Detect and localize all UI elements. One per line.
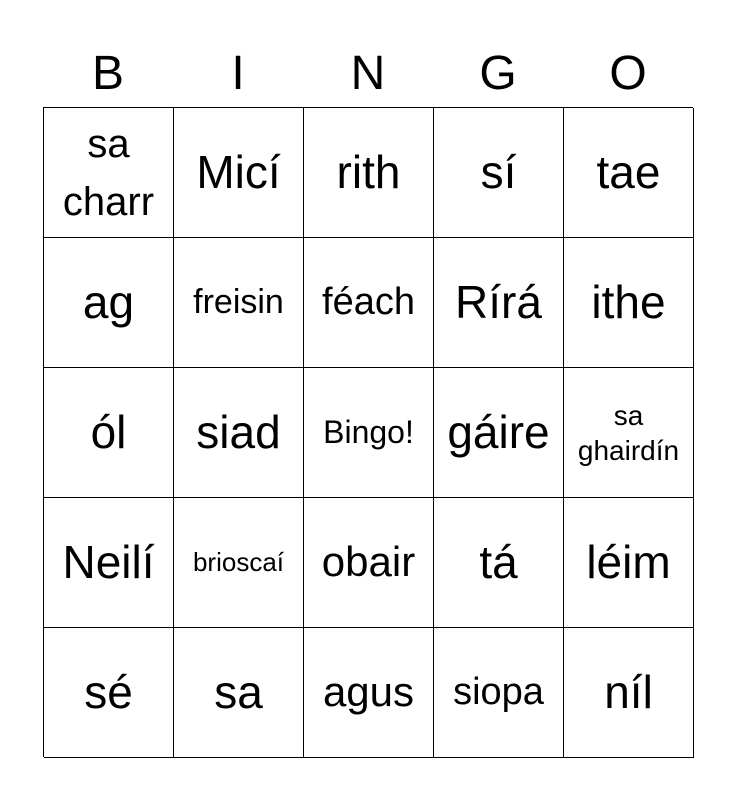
cell-text: sa charr (62, 121, 155, 224)
cell-text: Micí (196, 146, 281, 199)
bingo-cell-r1-c2[interactable] (174, 108, 304, 238)
bingo-board (43, 107, 693, 757)
cell-text: ag (82, 276, 135, 329)
bingo-header (43, 40, 693, 108)
cell-text: obair (321, 538, 416, 586)
bingo-cell-r5-c5[interactable] (564, 628, 694, 758)
cell-text: brioscaí (192, 547, 285, 578)
bingo-cell-r4-c4[interactable] (434, 498, 564, 628)
cell-text: sé (84, 666, 133, 719)
header-letter-o: O (609, 47, 647, 100)
bingo-cell-r4-c2[interactable] (174, 498, 304, 628)
header-letter-b: B (91, 47, 124, 100)
bingo-cell-r1-c3[interactable] (304, 108, 434, 238)
header-letter-i: I (231, 47, 245, 100)
cell-text: féach (322, 280, 415, 323)
cell-text: sa (214, 666, 263, 719)
header-letter-n: N (350, 47, 386, 100)
bingo-cell-r5-c4[interactable] (434, 628, 564, 758)
bingo-cell-r3-c4[interactable] (434, 368, 564, 498)
cell-text: freisin (193, 282, 284, 321)
cell-text: agus (322, 668, 415, 716)
bingo-cell-r2-c5[interactable] (564, 238, 694, 368)
bingo-cell-r5-c3[interactable] (304, 628, 434, 758)
cell-text: ól (90, 406, 127, 459)
free-space-text: Bingo! (323, 413, 414, 450)
bingo-cell-r5-c1[interactable] (44, 628, 174, 758)
cell-text: Rírá (455, 276, 542, 329)
cell-text: Neilí (62, 536, 155, 589)
bingo-cell-r1-c4[interactable] (434, 108, 564, 238)
cell-text: léim (586, 536, 671, 589)
cell-text: rith (336, 146, 401, 199)
bingo-cell-r2-c3[interactable] (304, 238, 434, 368)
bingo-cell-r2-c1[interactable] (44, 238, 174, 368)
bingo-cell-r3-c5[interactable] (564, 368, 694, 498)
bingo-cell-r1-c5[interactable] (564, 108, 694, 238)
cell-text: siopa (453, 670, 544, 713)
cell-text: tae (596, 146, 661, 199)
bingo-cell-r4-c5[interactable] (564, 498, 694, 628)
cell-text: sa ghairdín (577, 399, 680, 466)
bingo-cell-r4-c3[interactable] (304, 498, 434, 628)
bingo-cell-r5-c2[interactable] (174, 628, 304, 758)
cell-text: ithe (591, 276, 666, 329)
bingo-cell-r2-c4[interactable] (434, 238, 564, 368)
bingo-cell-r3-c1[interactable] (44, 368, 174, 498)
header-letter-g: G (479, 47, 517, 100)
bingo-cell-free[interactable] (304, 368, 434, 498)
cell-text: siad (196, 406, 281, 459)
bingo-cell-r1-c1[interactable] (44, 108, 174, 238)
cell-text: níl (604, 666, 653, 719)
bingo-cell-r3-c2[interactable] (174, 368, 304, 498)
bingo-cell-r4-c1[interactable] (44, 498, 174, 628)
cell-text: tá (479, 536, 518, 589)
cell-text: gáire (447, 406, 550, 459)
bingo-cell-r2-c2[interactable] (174, 238, 304, 368)
cell-text: sí (480, 146, 517, 199)
